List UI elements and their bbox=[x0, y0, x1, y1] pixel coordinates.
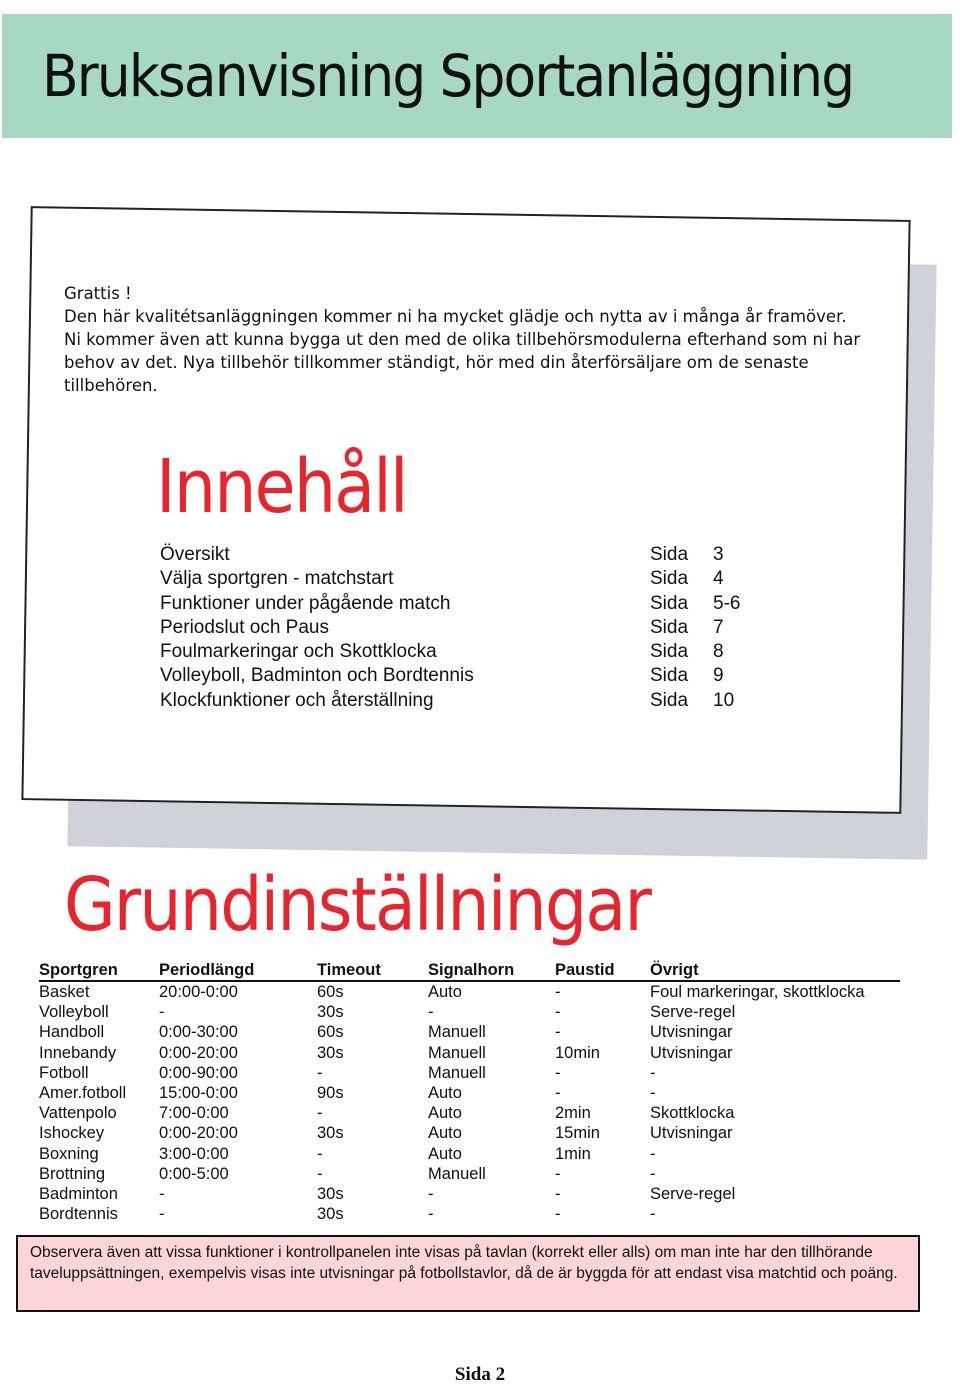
table-row bbox=[39, 1123, 900, 1143]
settings-table bbox=[39, 958, 900, 1224]
table-row bbox=[39, 1083, 900, 1103]
table-cell: 30s bbox=[317, 1043, 344, 1062]
table-row bbox=[39, 981, 900, 1002]
settings-table-body bbox=[39, 981, 900, 1224]
toc-item-label: Volleyboll, Badminton och Bordtennis bbox=[160, 665, 474, 687]
table-row bbox=[39, 1022, 900, 1042]
table-cell: 60s bbox=[317, 983, 344, 1002]
toc-item-sida: Sida bbox=[650, 689, 689, 711]
toc-item-page: 10 bbox=[713, 689, 735, 711]
column-header: Paustid bbox=[555, 958, 650, 981]
table-cell: 15min bbox=[555, 1124, 600, 1143]
table-cell: Skottklocka bbox=[650, 1104, 735, 1123]
table-cell: - bbox=[650, 1144, 656, 1163]
table-cell: Volleyboll bbox=[39, 1003, 109, 1022]
table-cell: 60s bbox=[317, 1023, 344, 1042]
table-cell: Foul markeringar, skottklocka bbox=[650, 983, 865, 1002]
table-cell: 1min bbox=[555, 1144, 591, 1163]
table-cell: Ishockey bbox=[39, 1124, 105, 1143]
table-cell: - bbox=[428, 1003, 434, 1022]
table-cell: Manuell bbox=[428, 1063, 486, 1082]
intro-text bbox=[64, 282, 864, 397]
table-cell: Manuell bbox=[428, 1023, 486, 1042]
settings-heading: Grundinställningar bbox=[64, 862, 651, 948]
table-cell: Innebandy bbox=[39, 1043, 117, 1062]
table-cell: - bbox=[317, 1144, 323, 1163]
table-cell: - bbox=[159, 1003, 165, 1022]
table-row bbox=[39, 1103, 900, 1123]
table-cell: Vattenpolo bbox=[39, 1104, 117, 1123]
table-cell: - bbox=[555, 1164, 561, 1183]
table-row bbox=[39, 1144, 900, 1164]
table-cell: - bbox=[555, 1023, 561, 1042]
table-cell: 30s bbox=[317, 1003, 344, 1022]
toc-item-page: 7 bbox=[713, 616, 724, 638]
toc-item-sida: Sida bbox=[650, 665, 689, 687]
toc-item bbox=[160, 543, 780, 567]
table-cell: - bbox=[650, 1084, 656, 1103]
table-row bbox=[39, 1002, 900, 1022]
column-header: Sportgren bbox=[39, 958, 159, 981]
toc-item bbox=[160, 567, 780, 591]
table-cell: - bbox=[428, 1205, 434, 1224]
table-row bbox=[39, 1043, 900, 1063]
table-cell: Handboll bbox=[39, 1023, 105, 1042]
table-cell: - bbox=[555, 983, 561, 1002]
column-header: Övrigt bbox=[650, 958, 900, 981]
toc-item-sida: Sida bbox=[650, 544, 689, 565]
table-cell: Auto bbox=[428, 1084, 462, 1103]
table-cell: 3:00-0:00 bbox=[159, 1144, 229, 1163]
page-title: Bruksanvisning Sportanläggning bbox=[42, 42, 854, 110]
intro-greeting: Grattis ! bbox=[64, 284, 132, 303]
table-row bbox=[39, 1204, 900, 1224]
table-cell: - bbox=[555, 1184, 561, 1203]
table-row bbox=[39, 1184, 900, 1204]
toc-item bbox=[160, 689, 780, 713]
table-row bbox=[39, 1164, 900, 1184]
table-cell: - bbox=[317, 1104, 323, 1123]
table-cell: Amer.fotboll bbox=[39, 1084, 127, 1103]
toc-item-page: 9 bbox=[713, 665, 724, 687]
toc-item-label: Klockfunktioner och återställning bbox=[160, 689, 434, 711]
table-cell: - bbox=[317, 1164, 323, 1183]
table-cell: - bbox=[555, 1084, 561, 1103]
table-cell: 90s bbox=[317, 1084, 344, 1103]
toc-item-page: 4 bbox=[713, 568, 724, 590]
table-cell: Brottning bbox=[39, 1164, 106, 1183]
toc-item-page: 8 bbox=[713, 641, 724, 663]
table-cell: 7:00-0:00 bbox=[159, 1104, 229, 1123]
table-cell: - bbox=[428, 1184, 434, 1203]
table-of-contents bbox=[160, 543, 780, 713]
table-cell: Boxning bbox=[39, 1144, 99, 1163]
toc-item-label: Foulmarkeringar och Skottklocka bbox=[160, 641, 437, 663]
table-cell: - bbox=[555, 1063, 561, 1082]
toc-item-sida: Sida bbox=[650, 592, 689, 614]
table-cell: - bbox=[159, 1184, 165, 1203]
toc-item-label: Översikt bbox=[160, 544, 230, 565]
table-row bbox=[39, 1063, 900, 1083]
toc-item-label: Periodslut och Paus bbox=[160, 616, 329, 638]
toc-item bbox=[160, 592, 780, 616]
table-cell: Bordtennis bbox=[39, 1205, 118, 1224]
table-header-row bbox=[39, 958, 900, 981]
table-cell: Fotboll bbox=[39, 1063, 89, 1082]
table-cell: Serve-regel bbox=[650, 1003, 736, 1022]
table-cell: 0:00-20:00 bbox=[159, 1124, 238, 1143]
table-cell: 0:00-30:00 bbox=[159, 1023, 238, 1042]
table-cell: - bbox=[555, 1003, 561, 1022]
table-cell: - bbox=[650, 1205, 656, 1224]
table-cell: Badminton bbox=[39, 1184, 118, 1203]
table-cell: 15:00-0:00 bbox=[159, 1084, 238, 1103]
toc-item-sida: Sida bbox=[650, 616, 689, 638]
table-cell: Auto bbox=[428, 1104, 462, 1123]
column-header: Timeout bbox=[317, 958, 428, 981]
table-cell: 0:00-20:00 bbox=[159, 1043, 238, 1062]
toc-item-sida: Sida bbox=[650, 568, 689, 590]
table-cell: 0:00-90:00 bbox=[159, 1063, 238, 1082]
table-cell: 30s bbox=[317, 1205, 344, 1224]
intro-paragraph: Den här kvalitétsanläggningen kommer ni ha mycket glädje och nytta av i många år framöver. Ni kommer även att kunna bygga ut den med de olika tillbehörsmodulerna efterhand som ni har behov av det. Nya tillbehör tillkommer ständigt, hör med din återförsäljare om de senaste tillbehören. bbox=[64, 307, 861, 395]
toc-item bbox=[160, 640, 780, 664]
column-header: Periodlängd bbox=[159, 958, 317, 981]
toc-item bbox=[160, 664, 780, 688]
table-cell: Auto bbox=[428, 1124, 462, 1143]
title-banner bbox=[2, 14, 952, 138]
table-cell: Serve-regel bbox=[650, 1184, 736, 1203]
table-cell: Basket bbox=[39, 983, 90, 1002]
table-cell: Utvisningar bbox=[650, 1124, 733, 1143]
table-cell: - bbox=[159, 1205, 165, 1224]
table-cell: 10min bbox=[555, 1043, 600, 1062]
table-cell: - bbox=[555, 1205, 561, 1224]
table-cell: Auto bbox=[428, 1144, 462, 1163]
table-cell: - bbox=[317, 1063, 323, 1082]
table-cell: Utvisningar bbox=[650, 1043, 733, 1062]
toc-item-label: Välja sportgren - matchstart bbox=[160, 568, 394, 590]
table-cell: 30s bbox=[317, 1124, 344, 1143]
table-cell: Auto bbox=[428, 983, 462, 1002]
table-cell: 0:00-5:00 bbox=[159, 1164, 229, 1183]
column-header: Signalhorn bbox=[428, 958, 555, 981]
table-cell: Manuell bbox=[428, 1043, 486, 1062]
toc-item-sida: Sida bbox=[650, 641, 689, 663]
toc-heading: Innehåll bbox=[156, 444, 407, 530]
table-cell: 30s bbox=[317, 1184, 344, 1203]
table-cell: - bbox=[650, 1164, 656, 1183]
toc-item-label: Funktioner under pågående match bbox=[160, 592, 451, 614]
toc-item-page: 3 bbox=[713, 544, 724, 565]
note-box: Observera även att vissa funktioner i kontrollpanelen inte visas på tavlan (korrekt eller alls) om man inte har den tillhörande taveluppsättningen, exempelvis visas inte utvisningar på fotbollstavlor, då de är byggda för att endast visa matchtid och poäng. bbox=[16, 1235, 920, 1312]
table-cell: - bbox=[650, 1063, 656, 1082]
table-cell: 2min bbox=[555, 1104, 591, 1123]
table-cell: 20:00-0:00 bbox=[159, 983, 238, 1002]
table-cell: Utvisningar bbox=[650, 1023, 733, 1042]
toc-item bbox=[160, 616, 780, 640]
table-cell: Manuell bbox=[428, 1164, 486, 1183]
toc-item-page: 5-6 bbox=[713, 592, 741, 614]
page-number: Sida 2 bbox=[454, 1364, 506, 1385]
